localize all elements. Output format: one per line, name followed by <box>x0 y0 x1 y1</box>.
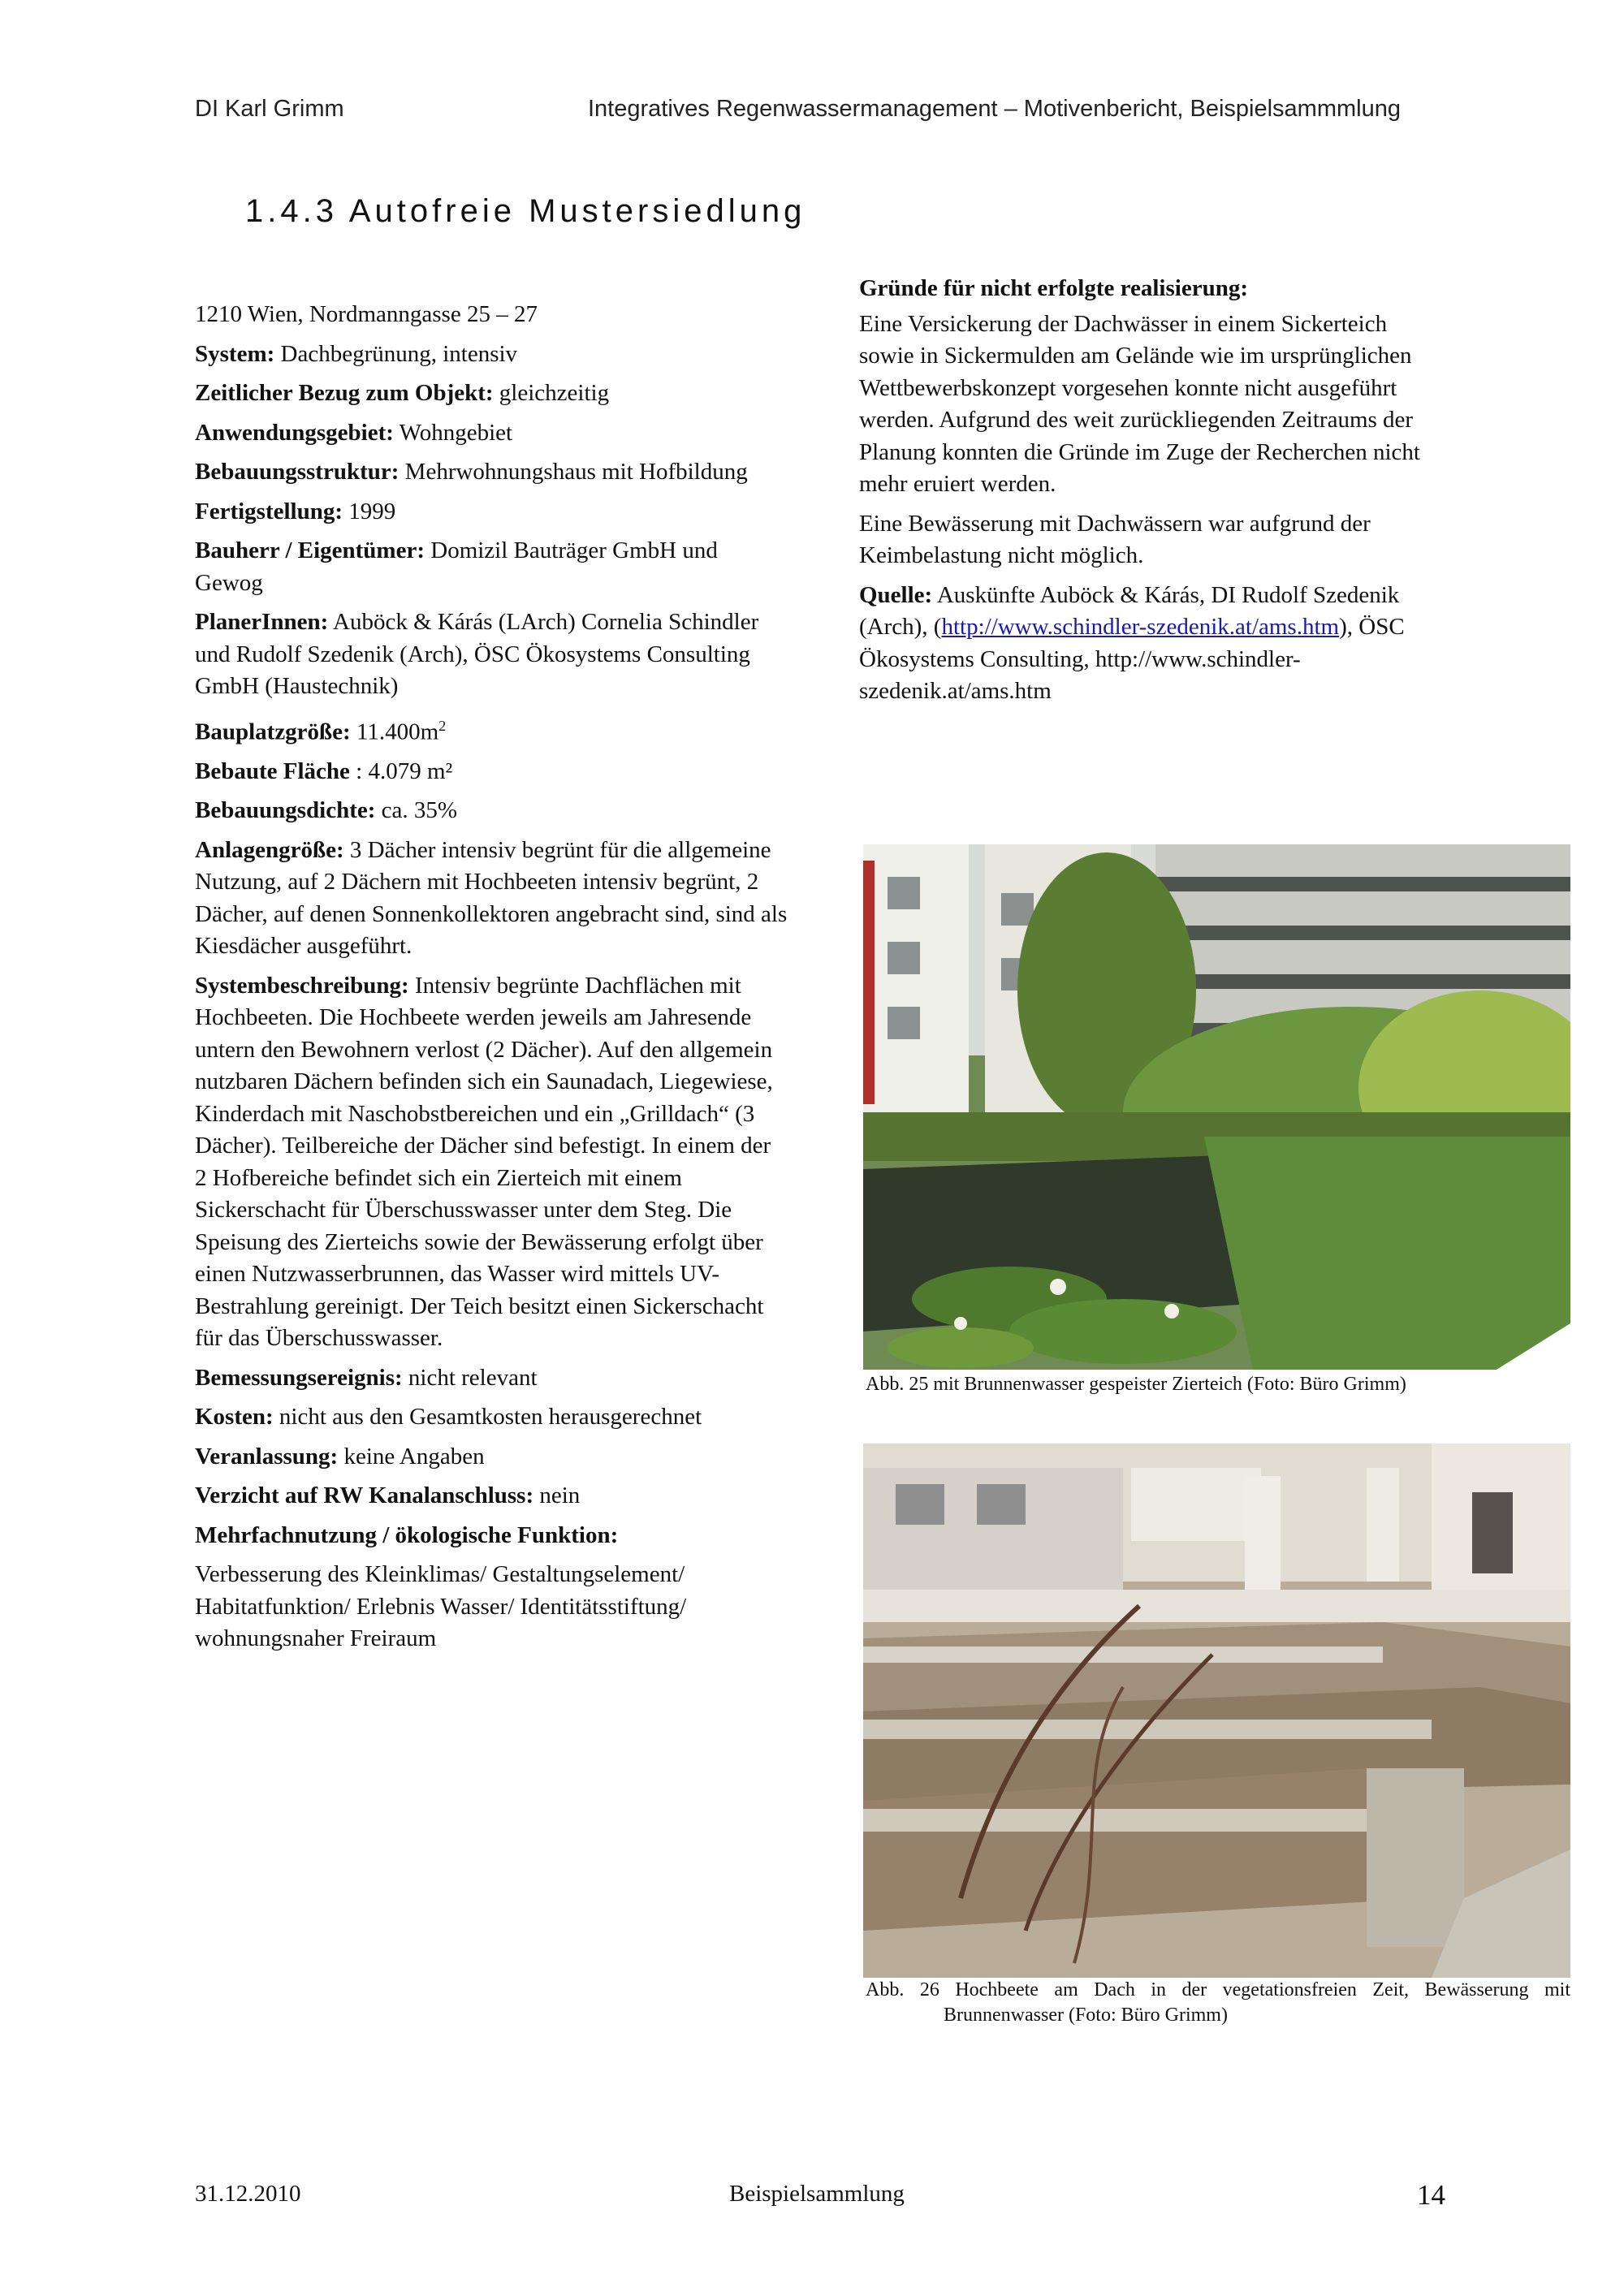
field-value: Domizil Bauträger GmbH und Gewog <box>195 537 718 596</box>
project-address: 1210 Wien, Nordmanngasse 25 – 27 <box>195 301 538 327</box>
field-item <box>195 1441 788 1474</box>
field-label: Bebauungsdichte: <box>195 797 376 824</box>
project-fields <box>195 339 788 1552</box>
function-text: Verbesserung des Kleinklimas/ Gestaltungselement/ Habitatfunktion/ Erlebnis Wasser/ Identitätsstiftung/ wohnungsnaher Freiraum <box>195 1561 687 1652</box>
reasons-paragraph: Eine Bewässerung mit Dachwässern war aufgrund der Keimbelastung nicht möglich. <box>859 510 1371 568</box>
field-label: Mehrfachnutzung / ökologische Funktion: <box>195 1521 619 1548</box>
field-item <box>195 496 788 529</box>
field-item <box>195 535 788 599</box>
raised-beds-photo <box>863 1444 1570 1978</box>
project-details <box>195 299 788 1655</box>
field-label: Verzicht auf RW Kanalanschluss: <box>195 1482 534 1509</box>
field-item <box>195 795 788 827</box>
field-value: ca. 35% <box>381 797 458 824</box>
field-label: Zeitlicher Bezug zum Objekt: <box>195 380 494 406</box>
field-label: Anwendungsgebiet: <box>195 419 394 446</box>
field-item <box>195 1401 788 1434</box>
field-label: Bemessungsereignis: <box>195 1364 403 1391</box>
page-number: 14 <box>1417 2179 1445 2211</box>
source-link[interactable]: http://www.schindler-szedenik.at/ams.htm <box>941 614 1340 640</box>
source-entry <box>859 580 1444 708</box>
figure-caption-26-line1: Abb. 26 Hochbeete am Dach in der vegetationsfreien Zeit, Bewässerung mit <box>866 1979 1570 2000</box>
figure-caption-25: Abb. 25 mit Brunnenwasser gespeister Zierteich (Foto: Büro Grimm) <box>866 1374 1406 1395</box>
field-item <box>195 1362 788 1395</box>
field-label: Bebauungsstruktur: <box>195 459 400 485</box>
field-value: 1999 <box>348 498 396 524</box>
field-label: Bauplatzgröße: <box>195 719 351 745</box>
field-item <box>195 710 788 749</box>
figure-caption-26-line2: Brunnenwasser (Foto: Büro Grimm) <box>944 2005 1228 2026</box>
section-title: 1.4.3 Autofreie Mustersiedlung <box>245 193 806 229</box>
figure-caption-26 <box>866 1978 1570 2028</box>
field-value: 11.400m <box>356 719 439 745</box>
field-value: Dachbegrünung, intensiv <box>280 340 518 367</box>
reasons-paragraph: Eine Versickerung der Dachwässer in einem Sickerteich sowie in Sickermulden am Gelände wie im ursprünglichen Wettbewerbskonzept vorgesehen konnte nicht ausgeführt werden. Aufgrund des weit zurückliegenden Zeitraums der Planung konnten die Gründe im Zuge der Recherchen nicht mehr eruiert werden. <box>859 310 1420 497</box>
field-item <box>195 606 788 703</box>
field-label: Systembeschreibung: <box>195 972 409 999</box>
field-item <box>195 835 788 963</box>
field-label: Bebaute Fläche <box>195 757 350 784</box>
field-item <box>195 970 788 1355</box>
field-label: Veranlassung: <box>195 1443 339 1470</box>
superscript: 2 <box>438 717 447 734</box>
field-value: nein <box>539 1482 581 1509</box>
field-value: keine Angaben <box>343 1443 485 1470</box>
field-label: Kosten: <box>195 1404 274 1431</box>
field-value: Wohngebiet <box>399 419 513 446</box>
field-value: Intensiv begrünte Dachflächen mit Hochbeeten. Die Hochbeete werden jeweils am Jahresende untern den Bewohnern verlost (2 Dächer). Auf den allgemein nutzbaren Dächern befinden sich ein Saunadach, Liegewiese, Kinderdach mit Naschobstbereichen und ein „Grilldach“ (3 Dächer). Teilbereiche der Dächer sind befestigt. In einem der 2 Hofbereiche befindet sich ein Zierteich mit einem Sickerschacht für Überschusswasser unter dem Steg. Die Speisung des Zierteichs sowie der Bewässerung erfolgt über einen Nutzwasserbrunnen, das Wasser wird mittels UV-Bestrahlung gereinigt. Der Teich besitzt einen Sickerschacht für das Überschusswasser. <box>195 972 773 1352</box>
field-label: Anlagengröße: <box>195 836 344 863</box>
field-item <box>195 1520 788 1552</box>
header-title: Integratives Regenwassermanagement – Motivenbericht, Beispielsammmlung <box>588 96 1401 122</box>
field-item <box>195 378 788 410</box>
field-value: 3 Dächer intensiv begrünt für die allgemeine Nutzung, auf 2 Dächern mit Hochbeeten intensiv begrünt, 2 Dächer, auf denen Sonnenkollektoren angebracht sind, sind als Kiesdächer ausgeführt. <box>195 836 788 960</box>
footer-title: Beispielsammlung <box>729 2181 905 2207</box>
field-value: nicht relevant <box>408 1364 538 1391</box>
field-label: PlanerInnen: <box>195 609 329 635</box>
reasons-section <box>859 273 1444 715</box>
reasons-heading: Gründe für nicht erfolgte realisierung: <box>859 275 1248 301</box>
field-item <box>195 1480 788 1513</box>
field-label: System: <box>195 340 275 367</box>
source-text-end: ), ÖSC Ökosystems Consulting, http://www.schindler-szedenik.at/ams.htm <box>859 614 1405 704</box>
field-value: gleichzeitig <box>499 380 610 406</box>
header-author: DI Karl Grimm <box>195 96 344 122</box>
field-value: : 4.079 m² <box>356 757 453 784</box>
source-text: Auskünfte Auböck & Kárás, DI Rudolf Szedenik (Arch), ( <box>859 581 1400 640</box>
field-value: Auböck & Kárás (LArch) Cornelia Schindler und Rudolf Szedenik (Arch), ÖSC Ökosystems Consulting GmbH (Haustechnik) <box>195 609 759 699</box>
field-item <box>195 456 788 489</box>
footer-date: 31.12.2010 <box>195 2181 301 2207</box>
field-item <box>195 417 788 450</box>
field-item <box>195 756 788 788</box>
field-label: Bauherr / Eigentümer: <box>195 537 425 563</box>
field-value: Mehrwohnungshaus mit Hofbildung <box>404 459 748 485</box>
field-label: Fertigstellung: <box>195 498 343 524</box>
pond-photo <box>863 844 1570 1370</box>
field-item <box>195 339 788 371</box>
field-value: nicht aus den Gesamtkosten herausgerechnet <box>279 1404 702 1431</box>
source-label: Quelle: <box>859 581 933 608</box>
